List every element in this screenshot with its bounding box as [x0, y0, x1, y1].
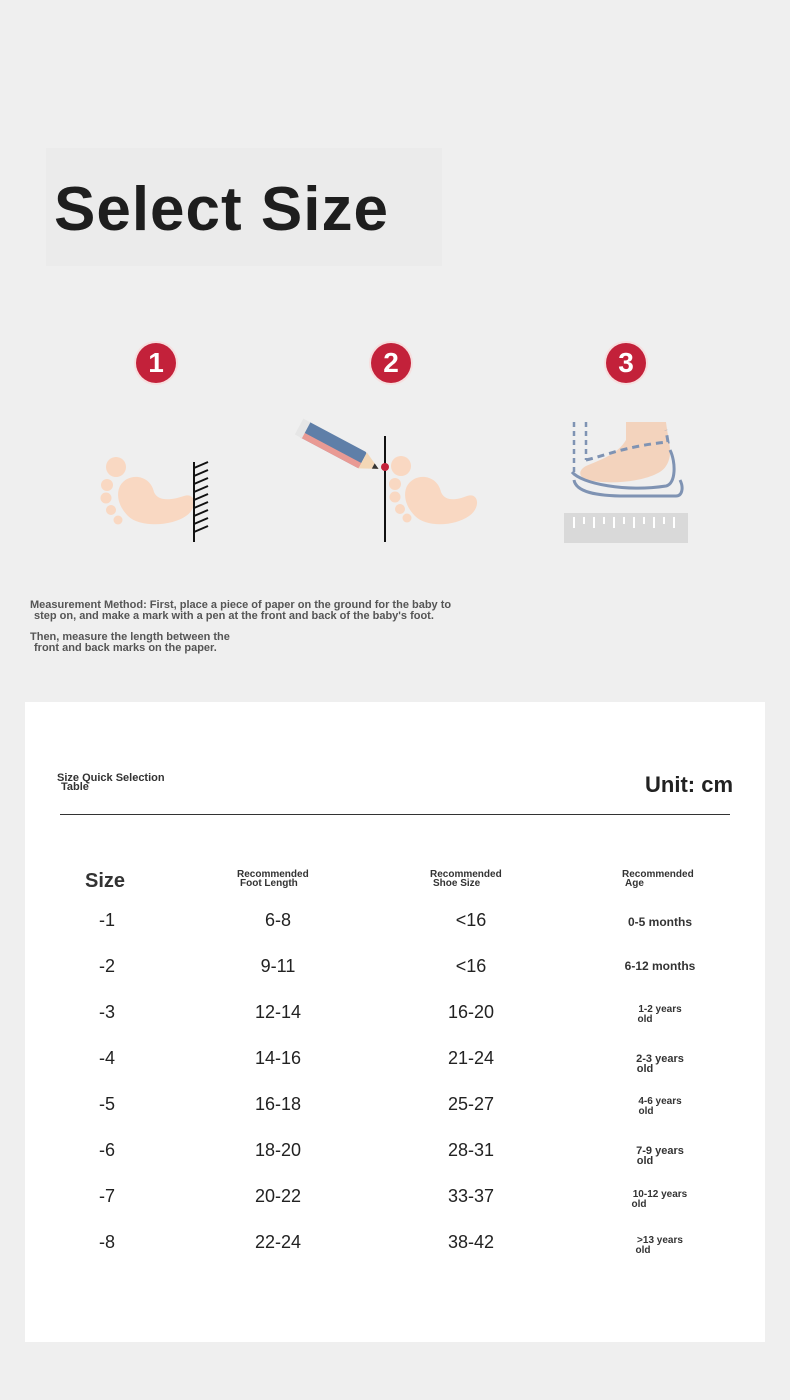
age-line: old [638, 1106, 654, 1117]
method-line: Measurement Method: First, place a piece of paper on the ground for the baby to [30, 599, 452, 611]
foot-length-cell: 12-14 [254, 1002, 302, 1022]
method-line: Then, measure the length between the [30, 631, 230, 643]
shoe-size-cell: 16-20 [447, 1002, 495, 1022]
measurement-method-text [30, 600, 770, 654]
table-title [57, 774, 165, 792]
age-line: 2-3 years [636, 1053, 684, 1065]
foot-length-cell: 14-16 [254, 1048, 302, 1068]
step-2 [291, 340, 491, 570]
divider [60, 814, 730, 815]
step-number-badge: 2 [371, 343, 411, 383]
age-line: old [636, 1063, 654, 1075]
age-line: 0-5 months [627, 915, 692, 929]
header-line: Shoe Size [433, 878, 481, 889]
age-cell [610, 1190, 710, 1210]
age-line: old [631, 1199, 647, 1210]
step-1 [56, 340, 256, 570]
method-line: front and back marks on the paper. [34, 642, 217, 654]
foot-length-cell: 22-24 [254, 1232, 302, 1252]
size-table-panel [25, 702, 765, 1342]
table-row [25, 1232, 765, 1262]
age-line: 10-12 years [632, 1189, 688, 1200]
header-size: Size [85, 870, 126, 892]
table-row [25, 956, 765, 986]
age-cell [610, 1097, 710, 1117]
table-title-line: Size Quick Selection [57, 772, 165, 784]
age-cell [610, 1005, 710, 1025]
size-cell: -5 [98, 1094, 115, 1114]
step-3 [526, 340, 726, 570]
age-cell [610, 1236, 710, 1256]
shoe-size-cell: 38-42 [447, 1232, 495, 1252]
age-line: 6-12 months [624, 959, 696, 973]
age-cell [610, 961, 710, 971]
step-number-badge: 3 [606, 343, 646, 383]
pencil-mark-foot-icon [291, 400, 491, 550]
header-age [622, 870, 694, 888]
unit-label: Unit: cm [645, 772, 733, 797]
age-line: 7-9 years [636, 1145, 684, 1157]
header-foot-length [237, 870, 309, 888]
age-line: >13 years [637, 1235, 683, 1246]
foot-length-cell: 18-20 [254, 1140, 302, 1160]
footprint-ruler-icon [56, 400, 256, 550]
shoe-size-cell: 28-31 [447, 1140, 495, 1160]
header-line: Foot Length [240, 878, 298, 889]
table-row [25, 1048, 765, 1078]
table-row [25, 1002, 765, 1032]
method-line: step on, and make a mark with a pen at the front and back of the baby's foot. [34, 610, 434, 622]
size-cell: -6 [98, 1140, 115, 1160]
size-cell: -7 [98, 1186, 115, 1206]
shoe-size-cell: 25-27 [447, 1094, 495, 1114]
shoe-size-cell: 33-37 [447, 1186, 495, 1206]
table-row [25, 1186, 765, 1216]
size-cell: -4 [98, 1048, 115, 1068]
header-line: Recommended [622, 869, 694, 880]
age-line: old [636, 1155, 654, 1167]
shoe-size-cell: <16 [455, 910, 487, 930]
size-cell: -8 [98, 1232, 115, 1252]
size-cell: -3 [98, 1002, 115, 1022]
header-shoe-size [430, 870, 502, 888]
header-line: Age [625, 878, 644, 889]
size-cell: -1 [98, 910, 115, 930]
page-title: Select Size [54, 175, 389, 244]
shoe-size-cell: <16 [455, 956, 487, 976]
age-cell [610, 917, 710, 927]
age-line: 4-6 years [638, 1096, 682, 1107]
foot-length-cell: 20-22 [254, 1186, 302, 1206]
header-line: Recommended [430, 869, 502, 880]
table-row [25, 1094, 765, 1124]
header-line: Recommended [237, 869, 309, 880]
size-cell: -2 [98, 956, 115, 976]
foot-measure-scale-icon [526, 400, 726, 550]
age-line: 1-2 years [638, 1004, 682, 1015]
foot-length-cell: 6-8 [264, 910, 291, 930]
foot-length-cell: 9-11 [260, 956, 296, 976]
table-row [25, 910, 765, 940]
table-title-line: Table [61, 781, 89, 793]
age-cell [610, 1146, 710, 1166]
shoe-size-cell: 21-24 [447, 1048, 495, 1068]
age-line: old [637, 1014, 653, 1025]
age-line: old [635, 1245, 651, 1256]
foot-length-cell: 16-18 [254, 1094, 302, 1114]
table-row [25, 1140, 765, 1170]
step-number-badge: 1 [136, 343, 176, 383]
age-cell [610, 1054, 710, 1074]
